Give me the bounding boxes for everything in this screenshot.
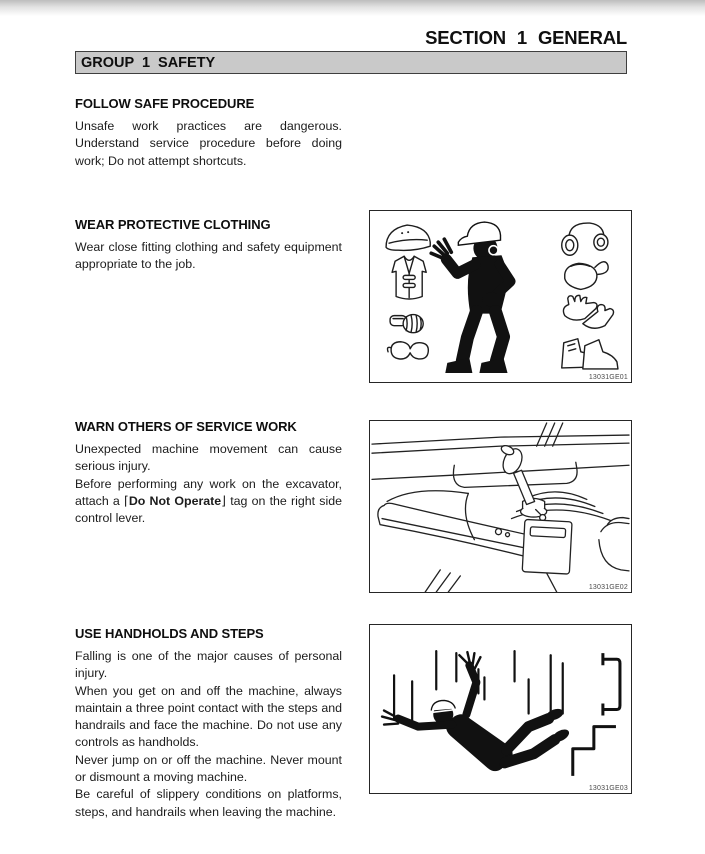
heading-use-handholds: USE HANDHOLDS AND STEPS [75, 626, 264, 641]
group-title-label: GROUP 1 SAFETY [81, 54, 216, 71]
steps-outline [573, 727, 616, 776]
handrail [603, 653, 620, 715]
text-segment: ⌋ tag on the right side control lever. [75, 493, 342, 526]
do-not-operate-emphasis: Do Not Operate [128, 493, 222, 508]
heading-follow-safe-procedure: FOLLOW SAFE PROCEDURE [75, 96, 255, 111]
figure-do-not-operate-tag [369, 420, 632, 593]
paragraph: Unsafe work practices are dangerous. Understand service procedure before doing work; Do not attempt shortcuts. [75, 119, 342, 168]
figure-falling-person [369, 624, 632, 794]
body-use-handholds [75, 648, 342, 821]
paragraph: Unexpected machine movement can cause serious injury. [75, 442, 342, 474]
armrest [378, 491, 547, 560]
dust-mask-icon [565, 262, 608, 290]
ear-plugs-icon [390, 315, 423, 333]
safety-boots-icon [562, 339, 618, 369]
falling-person-hard-hat [431, 700, 455, 710]
worker-silhouette [431, 222, 510, 373]
gloves-icon [563, 295, 613, 328]
text-segment: Before performing any work on the excavator, attach a ⌈ [75, 476, 342, 508]
figure-code: 13031GE02 [588, 584, 628, 591]
paragraph [75, 476, 342, 528]
figure-protective-clothing [369, 210, 632, 383]
page-title: SECTION 1 GENERAL [425, 27, 627, 48]
body-follow-safe-procedure [75, 118, 342, 170]
goggles-icon [387, 342, 428, 359]
do-not-operate-tag [522, 510, 572, 575]
falling-person-illustration [370, 625, 631, 793]
heading-wear-protective-clothing: WEAR PROTECTIVE CLOTHING [75, 217, 271, 232]
falling-person [382, 652, 571, 771]
paragraph: Never jump on or off the machine. Never mount or dismount a moving machine. [75, 752, 342, 785]
group-title-bar [75, 51, 627, 74]
paragraph: Be careful of slippery conditions on platforms, steps, and handrails when leaving the machine. [75, 787, 342, 819]
ear-muffs-icon [562, 223, 608, 255]
control-lever [499, 444, 546, 517]
hard-hat-icon [386, 225, 430, 250]
paragraph: When you get on and off the machine, always maintain a three point contact with the steps and handrails and face the machine. Do not use any controls as handholds. [75, 683, 342, 750]
scan-shadow-top [0, 0, 705, 16]
paragraph: Wear close fitting clothing and safety equipment appropriate to the job. [75, 240, 342, 272]
heading-warn-others: WARN OTHERS OF SERVICE WORK [75, 419, 297, 434]
protective-clothing-illustration [370, 211, 631, 382]
paragraph: Falling is one of the major causes of personal injury. [75, 649, 342, 681]
figure-code: 13031GE03 [588, 785, 628, 792]
body-wear-protective-clothing [75, 239, 342, 274]
cab-interior-illustration [370, 421, 631, 592]
cab-line-art [372, 423, 629, 592]
figure-code: 13031GE01 [588, 374, 628, 381]
body-warn-others [75, 441, 342, 527]
safety-vest-icon [392, 256, 426, 299]
